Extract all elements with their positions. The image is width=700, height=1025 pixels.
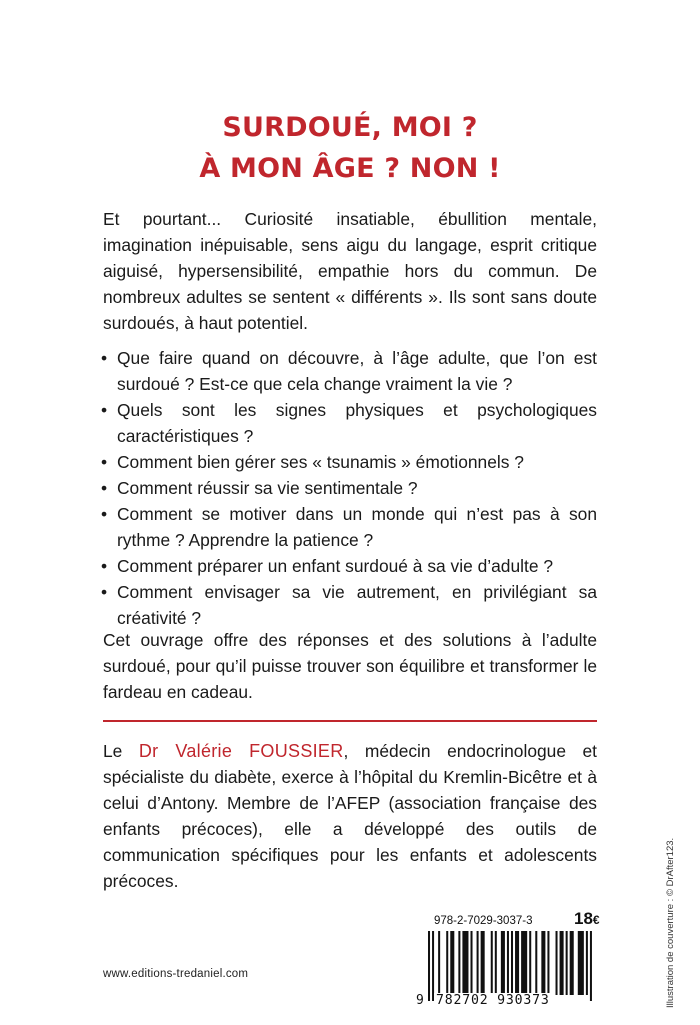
list-item-text: Comment réussir sa vie sentimentale ? (117, 478, 418, 498)
barcode-bar (547, 931, 549, 995)
bullet-marker: • (101, 478, 108, 498)
author-paragraph (103, 738, 597, 894)
author-name: Dr Valérie FOUSSIER (138, 741, 344, 761)
barcode-bar (495, 931, 497, 995)
bullet-marker: • (101, 504, 108, 524)
barcode-bar (590, 931, 592, 1001)
barcode-bar (566, 931, 568, 995)
barcode-bar (560, 931, 564, 995)
list-item (101, 475, 597, 501)
intro-paragraph: Et pourtant... Curiosité insatiable, ébullition mentale, imagination inépuisable, sens aigu du langage, esprit critique aiguisé, hypersensibilité, empathie hors du commun. De nombreux adultes se sentent « différents ». Ils sont sans doute surdoués, à haut potentiel. (103, 209, 597, 333)
barcode-bar (428, 931, 430, 1001)
barcode-bar (521, 931, 527, 995)
list-item (101, 345, 597, 397)
barcode-digits: 782702 930373 (436, 993, 550, 1008)
barcode-bar (556, 931, 558, 995)
barcode-bar (491, 931, 493, 995)
barcode-bars (428, 931, 596, 1001)
list-item (101, 553, 597, 579)
price-currency: € (592, 913, 600, 927)
section-divider (103, 720, 597, 722)
bullet-marker: • (101, 556, 108, 576)
price (574, 909, 600, 929)
barcode-bar (535, 931, 537, 995)
barcode-bar (511, 931, 513, 995)
cover-credit: Illustration de couverture : © DrAfter123. (665, 837, 676, 1008)
list-item-text: Comment bien gérer ses « tsunamis » émotionnels ? (117, 452, 524, 472)
barcode-bar (586, 931, 588, 995)
barcode-bar (438, 931, 440, 995)
price-amount: 18 (574, 909, 593, 928)
barcode-bar (570, 931, 574, 995)
barcode-bar (446, 931, 448, 995)
barcode-bar (515, 931, 519, 995)
list-item-text: Que faire quand on découvre, à l’âge adulte, que l’on est surdoué ? Est-ce que cela change vraiment la vie ? (117, 348, 597, 394)
title-line-1: SURDOUÉ, MOI ? (222, 112, 478, 143)
author-bio: , médecin endocrinologue et spécialiste du diabète, exerce à l’hôpital du Kremlin-Bicêtre et à celui d’Antony. Membre de l’AFEP (association française des enfants précoces), elle a développé des outils de communication spécifiques pour les enfants et adolescents précoces. (103, 741, 597, 891)
title-line-2: À MON ÂGE ? NON ! (199, 153, 501, 184)
barcode-bar (462, 931, 468, 995)
bullet-marker: • (101, 348, 108, 368)
list-item (101, 397, 597, 449)
barcode-bar (477, 931, 479, 995)
list-item-text: Quels sont les signes physiques et psychologiques caractéristiques ? (117, 400, 597, 446)
list-item-text: Comment se motiver dans un monde qui n’est pas à son rythme ? Apprendre la patience ? (117, 504, 597, 550)
barcode-bar (578, 931, 584, 995)
barcode-bar (501, 931, 505, 995)
list-item-text: Comment envisager sa vie autrement, en privilégiant sa créativité ? (117, 582, 597, 628)
barcode-bar (541, 931, 545, 995)
list-item (101, 449, 597, 475)
list-item (101, 579, 597, 631)
question-list (101, 345, 597, 631)
list-item-text: Comment préparer un enfant surdoué à sa vie d’adulte ? (117, 556, 553, 576)
bullet-marker: • (101, 582, 108, 602)
barcode-bar (481, 931, 485, 995)
barcode-bar (450, 931, 454, 995)
isbn: 978-2-7029-3037-3 (434, 915, 533, 927)
barcode (416, 931, 598, 1021)
bullet-marker: • (101, 452, 108, 472)
barcode-bar (507, 931, 509, 995)
publisher-website: www.editions-tredaniel.com (103, 968, 249, 980)
author-prefix: Le (103, 741, 139, 761)
list-item (101, 501, 597, 553)
barcode-bar (529, 931, 531, 995)
barcode-bar (458, 931, 460, 995)
bullet-marker: • (101, 400, 108, 420)
barcode-first-digit: 9 (416, 993, 424, 1008)
barcode-bar (471, 931, 473, 995)
barcode-bar (432, 931, 434, 1001)
outro-paragraph: Cet ouvrage offre des réponses et des solutions à l’adulte surdoué, pour qu’il puisse trouver son équilibre et transformer le fardeau en cadeau. (103, 630, 597, 702)
